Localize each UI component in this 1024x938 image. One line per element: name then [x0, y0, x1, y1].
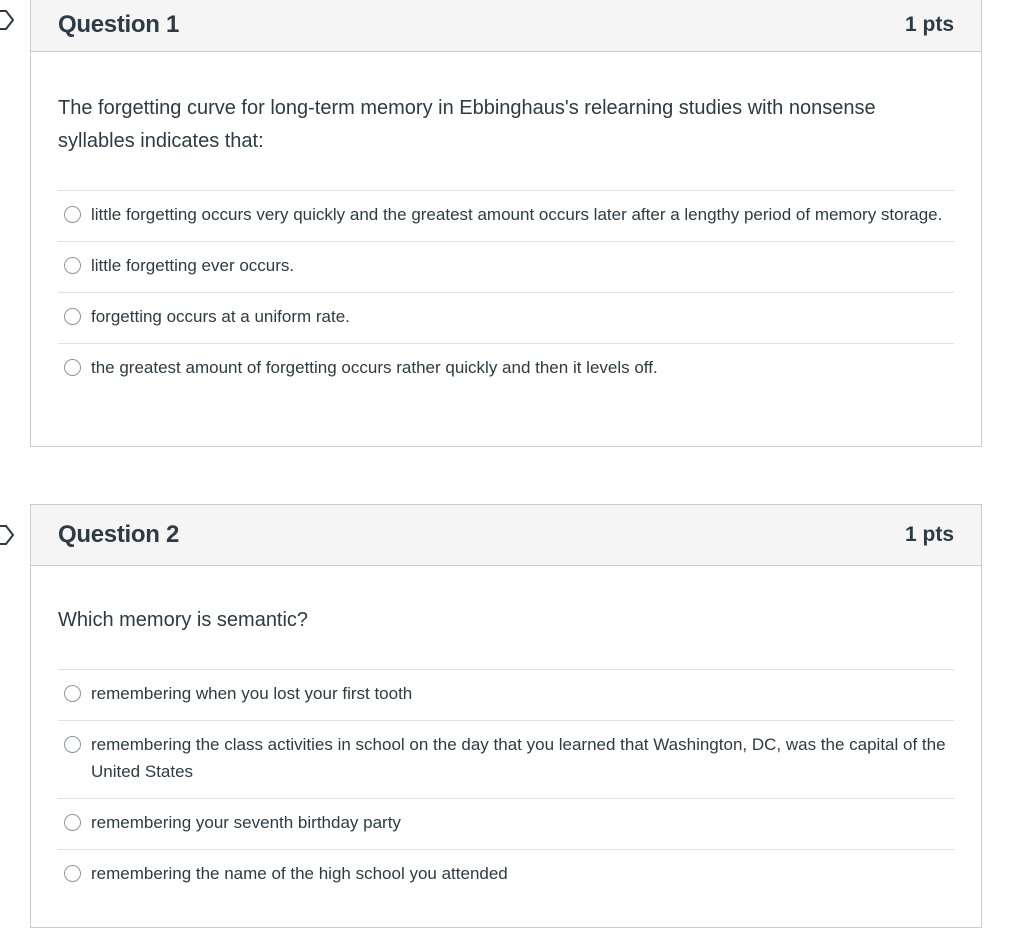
- radio-button[interactable]: [64, 359, 81, 376]
- answer-option[interactable]: [58, 242, 954, 293]
- answer-option[interactable]: [58, 344, 954, 394]
- answer-option[interactable]: [58, 721, 954, 799]
- radio-button[interactable]: [64, 308, 81, 325]
- radio-button[interactable]: [64, 865, 81, 882]
- question-header: [31, 505, 981, 566]
- answer-list: [58, 669, 954, 900]
- question-text: Which memory is semantic?: [58, 609, 309, 631]
- radio-button[interactable]: [64, 206, 81, 223]
- question-body: [31, 566, 981, 900]
- flag-question-icon[interactable]: [0, 524, 17, 546]
- answer-label[interactable]: little forgetting occurs very quickly and the greatest amount occurs later after a lengthy period of memory storage.: [91, 205, 943, 224]
- question-1: [30, 0, 982, 447]
- answer-option[interactable]: [58, 799, 954, 850]
- answer-list: [58, 190, 954, 394]
- question-text: The forgetting curve for long-term memory in Ebbinghaus's relearning studies with nonsense syllables indicates that:: [58, 97, 876, 152]
- answer-label[interactable]: remembering your seventh birthday party: [91, 813, 401, 832]
- answer-option[interactable]: [58, 293, 954, 344]
- answer-option[interactable]: [58, 670, 954, 721]
- flag-question-icon[interactable]: [0, 9, 17, 31]
- answer-label[interactable]: the greatest amount of forgetting occurs rather quickly and then it levels off.: [91, 358, 658, 377]
- question-header: [31, 0, 981, 52]
- answer-label[interactable]: little forgetting ever occurs.: [91, 256, 295, 275]
- answer-label[interactable]: remembering when you lost your first tooth: [91, 684, 413, 703]
- answer-label[interactable]: remembering the class activities in school on the day that you learned that Washington, DC, was the capital of the United States: [91, 735, 946, 781]
- radio-button[interactable]: [64, 814, 81, 831]
- answer-label[interactable]: remembering the name of the high school you attended: [91, 864, 508, 883]
- answer-option[interactable]: [58, 850, 954, 900]
- answer-option[interactable]: [58, 191, 954, 242]
- radio-button[interactable]: [64, 257, 81, 274]
- radio-button[interactable]: [64, 685, 81, 702]
- question-points: 1 pts: [904, 523, 954, 546]
- question-points: 1 pts: [904, 13, 954, 36]
- radio-button[interactable]: [64, 736, 81, 753]
- question-body: [31, 52, 981, 394]
- answer-label[interactable]: forgetting occurs at a uniform rate.: [91, 307, 350, 326]
- question-2: [30, 504, 982, 928]
- question-title: Question 2: [58, 521, 180, 548]
- question-title: Question 1: [58, 11, 180, 38]
